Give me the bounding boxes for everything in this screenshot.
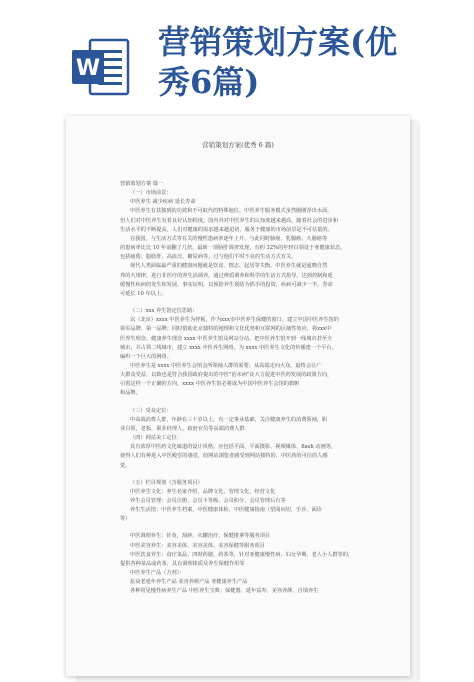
body-line: 业白领，老板，职业经理人，政府官员等高端消费人群 xyxy=(120,425,245,432)
body-line: 营销策划方案 篇一 xyxy=(120,181,164,187)
body-line: 编织一个巨大的网络。 xyxy=(120,353,172,360)
body-line: 中医美容养生：美容美体、美容美体、美容保健等服务项目 xyxy=(130,542,265,549)
document-title xyxy=(158,22,458,102)
document-title-line-1: 营销策划方案(优 xyxy=(158,23,398,61)
document-preview[interactable] xyxy=(66,116,418,672)
body-line: 中医养生是 xxxx 中医养生会馆会所领袖人群的需要；从高端走向大众，最终会让广 xyxy=(130,362,322,369)
body-line: 中医调理养生：针灸，刮痧，火罐治疗，保健推拿等服务项目 xyxy=(130,533,271,540)
body-line: 中医饮食养生：食疗菜品，四时药膳，药茶等，针对亚健康慢性病、妇女孕期、老人小人群等的， xyxy=(130,551,354,558)
page-body xyxy=(120,180,382,597)
body-line: 大群众受益，以致也是符合我国政府提出的中医"治未病"及大力促进中医药发展的政策方向， xyxy=(120,372,333,379)
body-line: （五）栏目规划（含服务项目） xyxy=(130,479,203,486)
body-line: 中高端消费人群，年龄在三十岁以上，有一定事业基础，关注健康养生的消费领袖，职 xyxy=(130,416,328,423)
body-line: 界的大规律，进行非医疗的养生活调养。通过辨质调养和科学的生活方式指导，达到控制和延 xyxy=(120,272,333,279)
body-line: 抗衰老延年养生产品 美容养颜产品 亚健康养生产品 xyxy=(130,579,248,586)
body-line: 中医养生产品（方剂）： xyxy=(130,570,185,577)
body-line: 提供各种菜品或药茶，具有调理体质及养生保健作用等 xyxy=(120,560,245,567)
body-line: 的患病率比比 10 年前翻了几倍，最新一项胁肝调查发现，有约 32%的年轻白领处于亚健康状态， xyxy=(120,245,346,252)
body-line: 各种常见慢性病养生产品 中医养生宝典：保健器、延年益寿、美容养颜、自填养生 xyxy=(130,588,319,595)
body-line: 养生生活馆：中医养生档案、中医健康体检、中医健康指南（望闻问切，手诊，面诊 xyxy=(130,507,322,514)
body-line: （一）市场前景： xyxy=(130,190,172,197)
body-line: 觉。 xyxy=(120,462,131,469)
word-icon xyxy=(70,36,132,98)
body-line: 城市，并占领二线城市，建立 xxxx 中医养生网络，为 xxxx 中医养生文化的传播建一个平台， xyxy=(120,344,337,351)
body-line: 等） xyxy=(120,516,131,523)
body-line: 可延长 10 年以上。 xyxy=(120,290,167,297)
body-line: 包括疲倦、脂肪肝、高血压、糖尿病等。过与他们平时不良的生活方式有关。 xyxy=(120,254,297,261)
body-line: 和品牌。 xyxy=(120,390,141,397)
body-line: 中医养生文化：养生名家介绍，品牌文化，管理文化，经营文化 xyxy=(130,488,276,495)
page-heading: 营销策划方案(优秀 6 篇) xyxy=(202,141,274,149)
document-header xyxy=(0,0,474,120)
body-line: 使得人们有种进入中医殿堂的感觉，给网站浏览者感受到网站独特的、中医药的可信的人感 xyxy=(120,453,328,460)
body-line: （二）xxx 养生馆定位思路： xyxy=(130,308,198,315)
body-line: 具有浓厚中医药文化味道的设计风格，应包括平面、平面摄影、视频媒体、flash 动画等， xyxy=(130,444,337,451)
body-line: 以（北京）xxxx 中医养生为样板，作为xxx市中医养生保健的窗口，建立中国中医养生馆的 xyxy=(130,317,339,324)
svg-text:W: W xyxy=(75,56,101,81)
body-line: 缓慢性疾病的发生和发展，事实证明，以预防养生预防为抓手的投资，疾病可减少一半，寿命 xyxy=(120,281,333,288)
body-line: 生活水平的不断提高，人们对健康的需求越来越迫切，服务于健康的市场前景是不可估量的。 xyxy=(120,226,333,233)
body-line: （四）网站美工定位： xyxy=(130,435,182,442)
body-line: 领军品牌、第一品牌；同时借助北京独特的地理和文化优势和互联网的区域性效应，将xxx中 xyxy=(120,326,332,333)
body-line: 医养生理念、健康养生理念 xxxx 中医养生馆及网站分站，把中医养生馆开到一线城市甚至全 xyxy=(120,335,333,342)
body-line: 引着这样一个正确的方向，xxxx 中医养生馆必将成为中国中医养生会馆的旗帜 xyxy=(120,381,300,388)
body-line: 现代人类面临最严重的健康问题就是饮食、情志、起居等失衡。中医养生就是通晓自然 xyxy=(130,263,328,270)
document-page xyxy=(66,116,410,676)
document-title-line-2: 秀6篇) xyxy=(158,63,260,101)
body-line: 在我国，与生活方式等有关的慢性患病率逐年上升。与此同时肺癌、乳腺癌、大肠癌等 xyxy=(130,235,328,242)
body-line: 中医养生 减少疾病 延长寿命 xyxy=(130,199,196,206)
body-line: （三）受众定位： xyxy=(130,407,172,414)
body-line: 中医养生有其独到的功效和不可取代的特殊地位。中医养生服务模式虽然刚刚浮出水面， xyxy=(130,208,333,215)
body-line: 养生会员管理：会员注册、会员卡等级、会员积分、会员管理后台等 xyxy=(130,498,286,504)
body-line: 但人们对中医养生有着良好认知程度。国内外对中医养生的认知度越来越高，随着社会的进步和 xyxy=(120,217,338,224)
